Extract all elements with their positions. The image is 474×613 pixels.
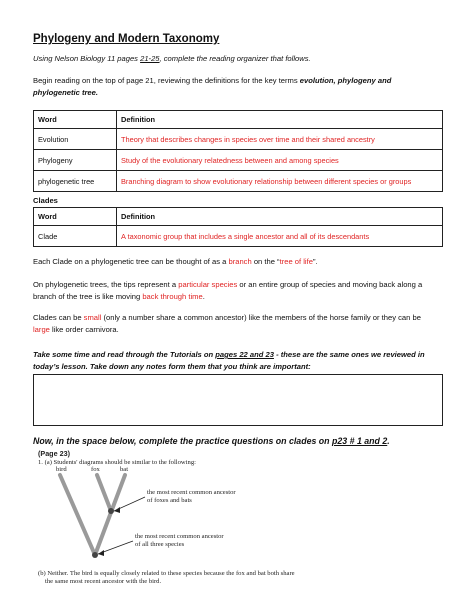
- clade-size-paragraph: [33, 312, 453, 335]
- word-cell: Phylogeny: [34, 150, 117, 171]
- column-header-definition: Definition: [117, 208, 443, 226]
- text-run: like order carnivora.: [49, 324, 119, 334]
- text-run: ”.: [312, 257, 318, 266]
- begin-text: Begin reading on the top of page 21, reviewing the definitions for the key terms: [33, 76, 300, 85]
- text-run: branch of the tree is like moving: [33, 291, 143, 301]
- word-cell: Evolution: [34, 129, 117, 150]
- column-header-word: Word: [34, 111, 117, 129]
- answer-small: small: [83, 313, 102, 322]
- table-row: [34, 129, 443, 150]
- scan-answer-b: (b) Neither. The bird is equally closely related to these species because the fox and bat both share: [38, 570, 295, 577]
- text-run: or an entire group of species and moving back along a: [237, 280, 423, 289]
- key-terms-cont: phylogenetic tree.: [33, 87, 98, 97]
- answer-particular-species: particular species: [178, 280, 238, 289]
- key-terms-table: [33, 110, 443, 192]
- word-cell: Clade: [34, 226, 117, 247]
- definition-cell: Theory that describes changes in species over time and their shared ancestry: [117, 129, 443, 150]
- scan-page-label: (Page 23): [38, 449, 70, 458]
- text-run: .: [387, 436, 390, 446]
- clade-branch-paragraph: [33, 256, 448, 268]
- note-recent-ancestor-all-cont: of all three species: [135, 541, 185, 548]
- answer-tree-of-life: tree of life: [279, 257, 313, 266]
- table-row: [34, 171, 443, 192]
- pages-ref: 21-25: [140, 54, 160, 63]
- definition-cell: Study of the evolutionary relatedness between and among species: [117, 150, 443, 171]
- tutorial-pages-ref: pages 22 and 23: [215, 350, 274, 359]
- section-label-clades: Clades: [33, 196, 58, 205]
- tree-label-bat: bat: [120, 466, 129, 473]
- text-run: Each Clade on a phylogenetic tree can be thought of as a: [33, 257, 229, 266]
- table-header-row: [34, 208, 443, 226]
- table-row: [34, 150, 443, 171]
- definition-cell: A taxonomic group that includes a single ancestor and all of its descendants: [117, 226, 443, 247]
- intro-text: Using Nelson Biology 11 pages: [33, 54, 141, 63]
- table-header-row: [34, 111, 443, 129]
- answer-branch: branch: [228, 257, 252, 266]
- text-run: Clades can be: [33, 313, 84, 322]
- begin-paragraph: [33, 75, 448, 98]
- tree-label-bird: bird: [56, 466, 67, 473]
- tutorial-instructions: [33, 349, 453, 372]
- text-run: - these are the same ones we reviewed in: [273, 350, 425, 359]
- clade-table: [33, 207, 443, 247]
- answer-back-through-time: back through time: [142, 291, 203, 301]
- practice-questions-ref: p23 # 1 and 2: [332, 436, 388, 446]
- column-header-word: Word: [34, 208, 117, 226]
- tips-paragraph: [33, 279, 453, 302]
- answer-scan-image: [33, 447, 453, 607]
- phylogenetic-tree-diagram: [33, 447, 273, 567]
- text-run: On phylogenetic trees, the tips represent a: [33, 280, 179, 289]
- note-recent-ancestor-fox-bat: the most recent common ancestor: [147, 489, 236, 496]
- definition-cell: Branching diagram to show evolutionary relationship between different species or groups: [117, 171, 443, 192]
- key-terms: evolution, phylogeny and: [299, 76, 392, 85]
- note-recent-ancestor-fox-bat-cont: of foxes and bats: [147, 497, 192, 504]
- word-cell: phylogenetic tree: [34, 171, 117, 192]
- intro-text-end: , complete the reading organizer that follows.: [159, 54, 311, 63]
- notes-box[interactable]: [33, 374, 443, 426]
- answer-large: large: [33, 324, 50, 334]
- practice-heading: [33, 436, 390, 446]
- table-row: [34, 226, 443, 247]
- scan-answer-b-cont: the same most recent ancestor with the bird.: [45, 578, 162, 585]
- intro-line: [33, 53, 311, 65]
- text-run: Now, in the space below, complete the practice questions on clades on: [33, 436, 332, 446]
- scan-question-a: 1. (a) Students' diagrams should be similar to the following:: [38, 459, 196, 466]
- text-run: today’s lesson. Take down any notes form them that you think are important:: [33, 361, 311, 371]
- text-run: (only a number share a common ancestor) like the members of the horse family or they can be: [101, 313, 421, 322]
- tree-label-fox: fox: [91, 466, 100, 473]
- note-recent-ancestor-all: the most recent common ancestor: [135, 533, 224, 540]
- text-run: Take some time and read through the Tutorials on: [33, 350, 216, 359]
- column-header-definition: Definition: [117, 111, 443, 129]
- text-run: .: [202, 291, 205, 301]
- page-title: Phylogeny and Modern Taxonomy: [33, 33, 220, 45]
- text-run: on the “: [251, 257, 280, 266]
